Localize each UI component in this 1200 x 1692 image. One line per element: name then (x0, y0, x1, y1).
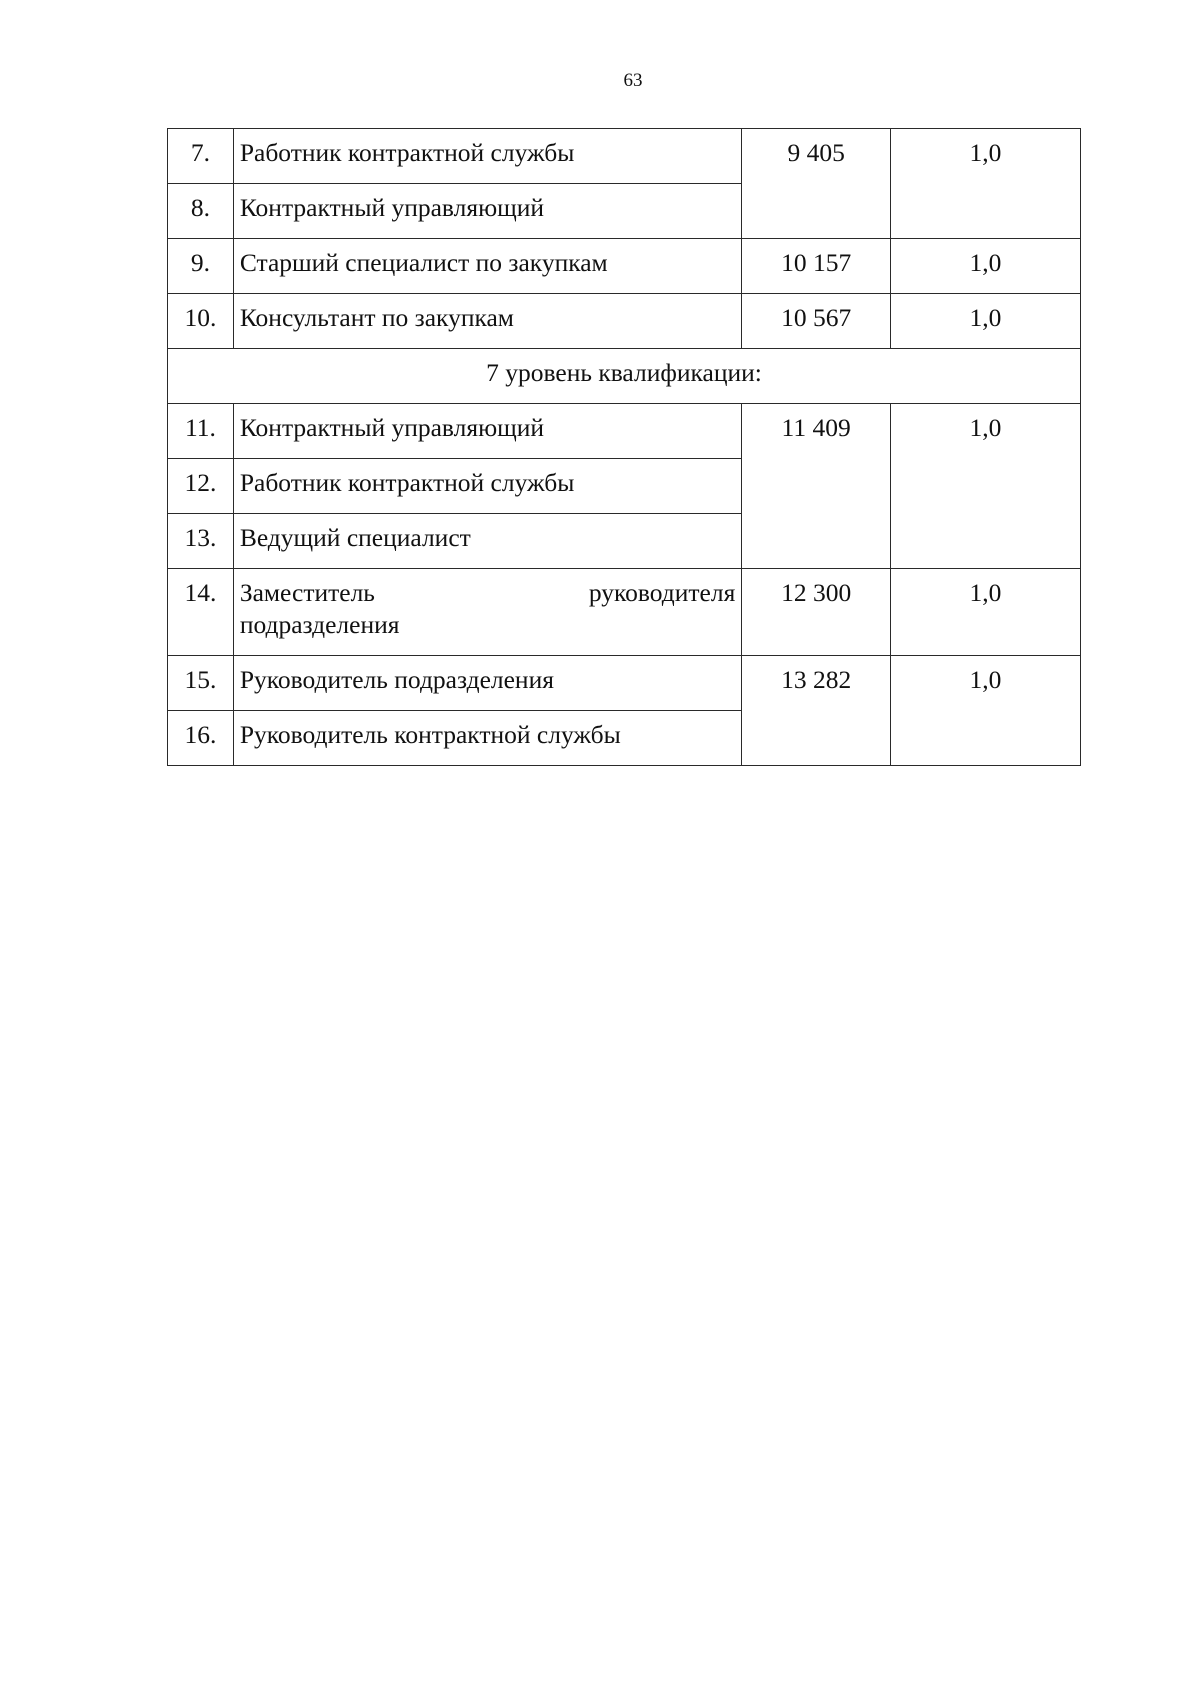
row-number: 9. (168, 239, 234, 294)
coefficient-value: 1,0 (890, 239, 1080, 294)
row-number: 7. (168, 129, 234, 184)
coefficient-value: 1,0 (890, 656, 1080, 766)
salary-value: 12 300 (742, 569, 891, 656)
table-row (168, 569, 1081, 656)
table-row (168, 239, 1081, 294)
position-name: Контрактный управляющий (233, 184, 742, 239)
coefficient-value: 1,0 (890, 404, 1080, 569)
table-row (168, 656, 1081, 711)
position-name-word-right: руководителя (588, 578, 736, 607)
position-name: Руководитель контрактной службы (233, 711, 742, 766)
table-row (168, 129, 1081, 184)
position-name: Работник контрактной службы (233, 459, 742, 514)
salary-value: 10 157 (742, 239, 891, 294)
position-name: Ведущий специалист (233, 514, 742, 569)
position-name: Контрактный управляющий (233, 404, 742, 459)
row-number: 12. (168, 459, 234, 514)
position-name-word-left: Заместитель (239, 578, 375, 607)
position-name (233, 569, 742, 656)
position-name: Руководитель подразделения (233, 656, 742, 711)
page-number: 63 (623, 70, 643, 91)
coefficient-value: 1,0 (890, 569, 1080, 656)
row-number: 11. (168, 404, 234, 459)
coefficient-value: 1,0 (890, 129, 1080, 239)
qualification-salary-table (167, 128, 1081, 766)
salary-value: 11 409 (742, 404, 891, 569)
qualification-level-heading: 7 уровень квалификации: (168, 349, 1081, 404)
row-number: 10. (168, 294, 234, 349)
position-name: Старший специалист по закупкам (233, 239, 742, 294)
position-name-line-2: подразделения (239, 610, 400, 639)
salary-value: 13 282 (742, 656, 891, 766)
row-number: 14. (168, 569, 234, 656)
coefficient-value: 1,0 (890, 294, 1080, 349)
table-row (168, 294, 1081, 349)
row-number: 13. (168, 514, 234, 569)
row-number: 15. (168, 656, 234, 711)
row-number: 8. (168, 184, 234, 239)
position-name: Консультант по закупкам (233, 294, 742, 349)
row-number: 16. (168, 711, 234, 766)
salary-value: 10 567 (742, 294, 891, 349)
group-heading-row (168, 349, 1081, 404)
table-row (168, 404, 1081, 459)
salary-value: 9 405 (742, 129, 891, 239)
position-name-line-1 (240, 577, 736, 609)
position-name: Работник контрактной службы (233, 129, 742, 184)
